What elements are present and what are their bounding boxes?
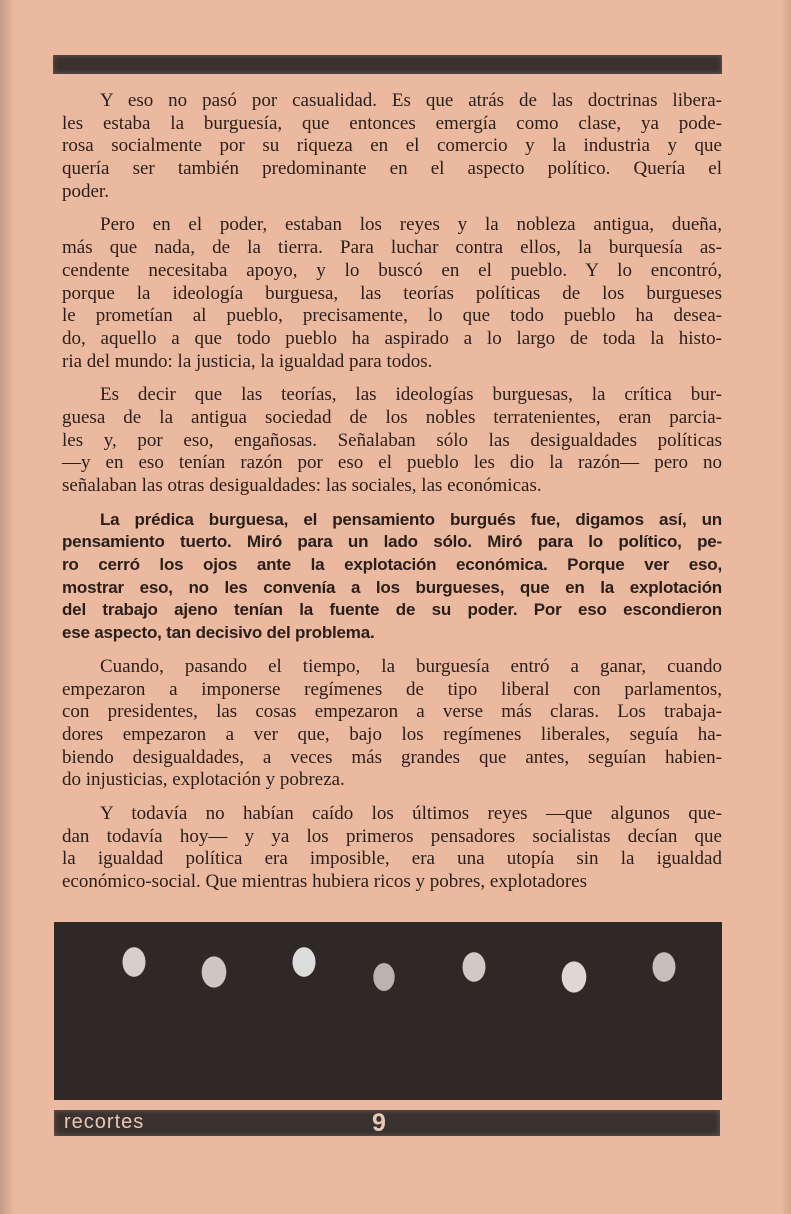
text-line: con presidentes, las cosas empezaron a verse más claras. Los trabaja-: [62, 701, 722, 723]
publication-name: recortes: [64, 1111, 145, 1133]
footer-bar: [54, 1110, 720, 1136]
text-line: rosa socialmente por su riqueza en el comercio y la industria y que: [62, 135, 722, 157]
text-line: económico-social. Que mientras hubiera ricos y pobres, explotadores: [62, 871, 587, 892]
text-line: la igualdad política era imposible, era una utopía sin la igualdad: [62, 848, 722, 870]
text-line: les estaba la burguesía, que entonces emergía como clase, ya pode-: [62, 112, 722, 134]
text-line: quería ser también predominante en el aspecto político. Quería el: [62, 158, 722, 180]
text-line: biendo desigualdades, a veces más grandes que antes, seguían habien-: [62, 746, 722, 768]
text-line: Es decir que las teorías, las ideologías burguesas, la crítica bur-: [100, 384, 722, 406]
text-line: le prometían al pueblo, precisamente, lo que todo pueblo ha desea-: [62, 305, 722, 327]
text-line: dores empezaron a ver que, bajo los regímenes liberales, seguía ha-: [62, 723, 722, 745]
text-line: del trabajo ajeno tenían la fuente de su poder. Por eso escondieron: [62, 600, 722, 620]
paragraph: [62, 384, 722, 497]
text-line: cendente necesitaba apoyo, y lo buscó en el pueblo. Y lo encontró,: [62, 259, 722, 281]
text-line: do, aquello a que todo pueblo ha aspirado a lo largo de toda la histo-: [62, 327, 722, 349]
text-line: do injusticias, explotación y pobreza.: [62, 769, 345, 791]
paragraph: [62, 656, 722, 792]
text-line: dan todavía hoy— y ya los primeros pensadores socialistas decían que: [62, 825, 722, 847]
text-line: ria del mundo: la justicia, la igualdad para todos.: [62, 350, 433, 372]
text-line: Y eso no pasó por casualidad. Es que atrás de las doctrinas libera-: [100, 90, 722, 111]
text-line: pensamiento tuerto. Miró para un lado sólo. Miró para lo político, pe-: [62, 532, 722, 552]
text-line: —y en eso tenían razón por eso el pueblo les dio la razón— pero no: [62, 452, 722, 474]
text-line: Cuando, pasando el tiempo, la burguesía entró a ganar, cuando: [100, 655, 722, 677]
text-line: más que nada, de la tierra. Para luchar contra ellos, la burquesía as-: [62, 237, 722, 259]
page-right-edge: [781, 0, 791, 1214]
text-line: Y todavía no habían caído los últimos reyes —que algunos que-: [100, 802, 722, 824]
text-line: porque la ideología burguesa, las teorías políticas de los burgueses: [62, 282, 722, 304]
text-line: ro cerró los ojos ante la explotación económica. Porque ver eso,: [62, 555, 722, 575]
paragraph: [62, 803, 722, 894]
text-line: poder.: [62, 180, 109, 202]
crowd-photo: [54, 922, 722, 1100]
paragraph: [62, 90, 722, 203]
text-line: mostrar eso, no les convenía a los burgueses, que en la explotación: [62, 577, 722, 597]
text-line: empezaron a imponerse regímenes de tipo liberal con parlamentos,: [62, 678, 722, 700]
page-left-edge: [0, 0, 14, 1214]
page-number: 9: [372, 1109, 386, 1137]
text-line: La prédica burguesa, el pensamiento burgués fue, digamos así, un: [100, 509, 722, 529]
text-line: les y, por eso, engañosas. Señalaban sólo las desigualdades políticas: [62, 429, 722, 451]
text-line: Pero en el poder, estaban los reyes y la nobleza antigua, dueña,: [100, 214, 722, 236]
article-body: [62, 90, 722, 905]
text-line: ese aspecto, tan decisivo del problema.: [62, 623, 375, 643]
text-line: señalaban las otras desigualdades: las sociales, las económicas.: [62, 475, 542, 496]
paragraph: [62, 509, 722, 645]
paragraph: [62, 214, 722, 373]
header-bar: [53, 55, 722, 74]
text-line: guesa de la antigua sociedad de los nobles terratenientes, eran parcia-: [62, 406, 722, 428]
